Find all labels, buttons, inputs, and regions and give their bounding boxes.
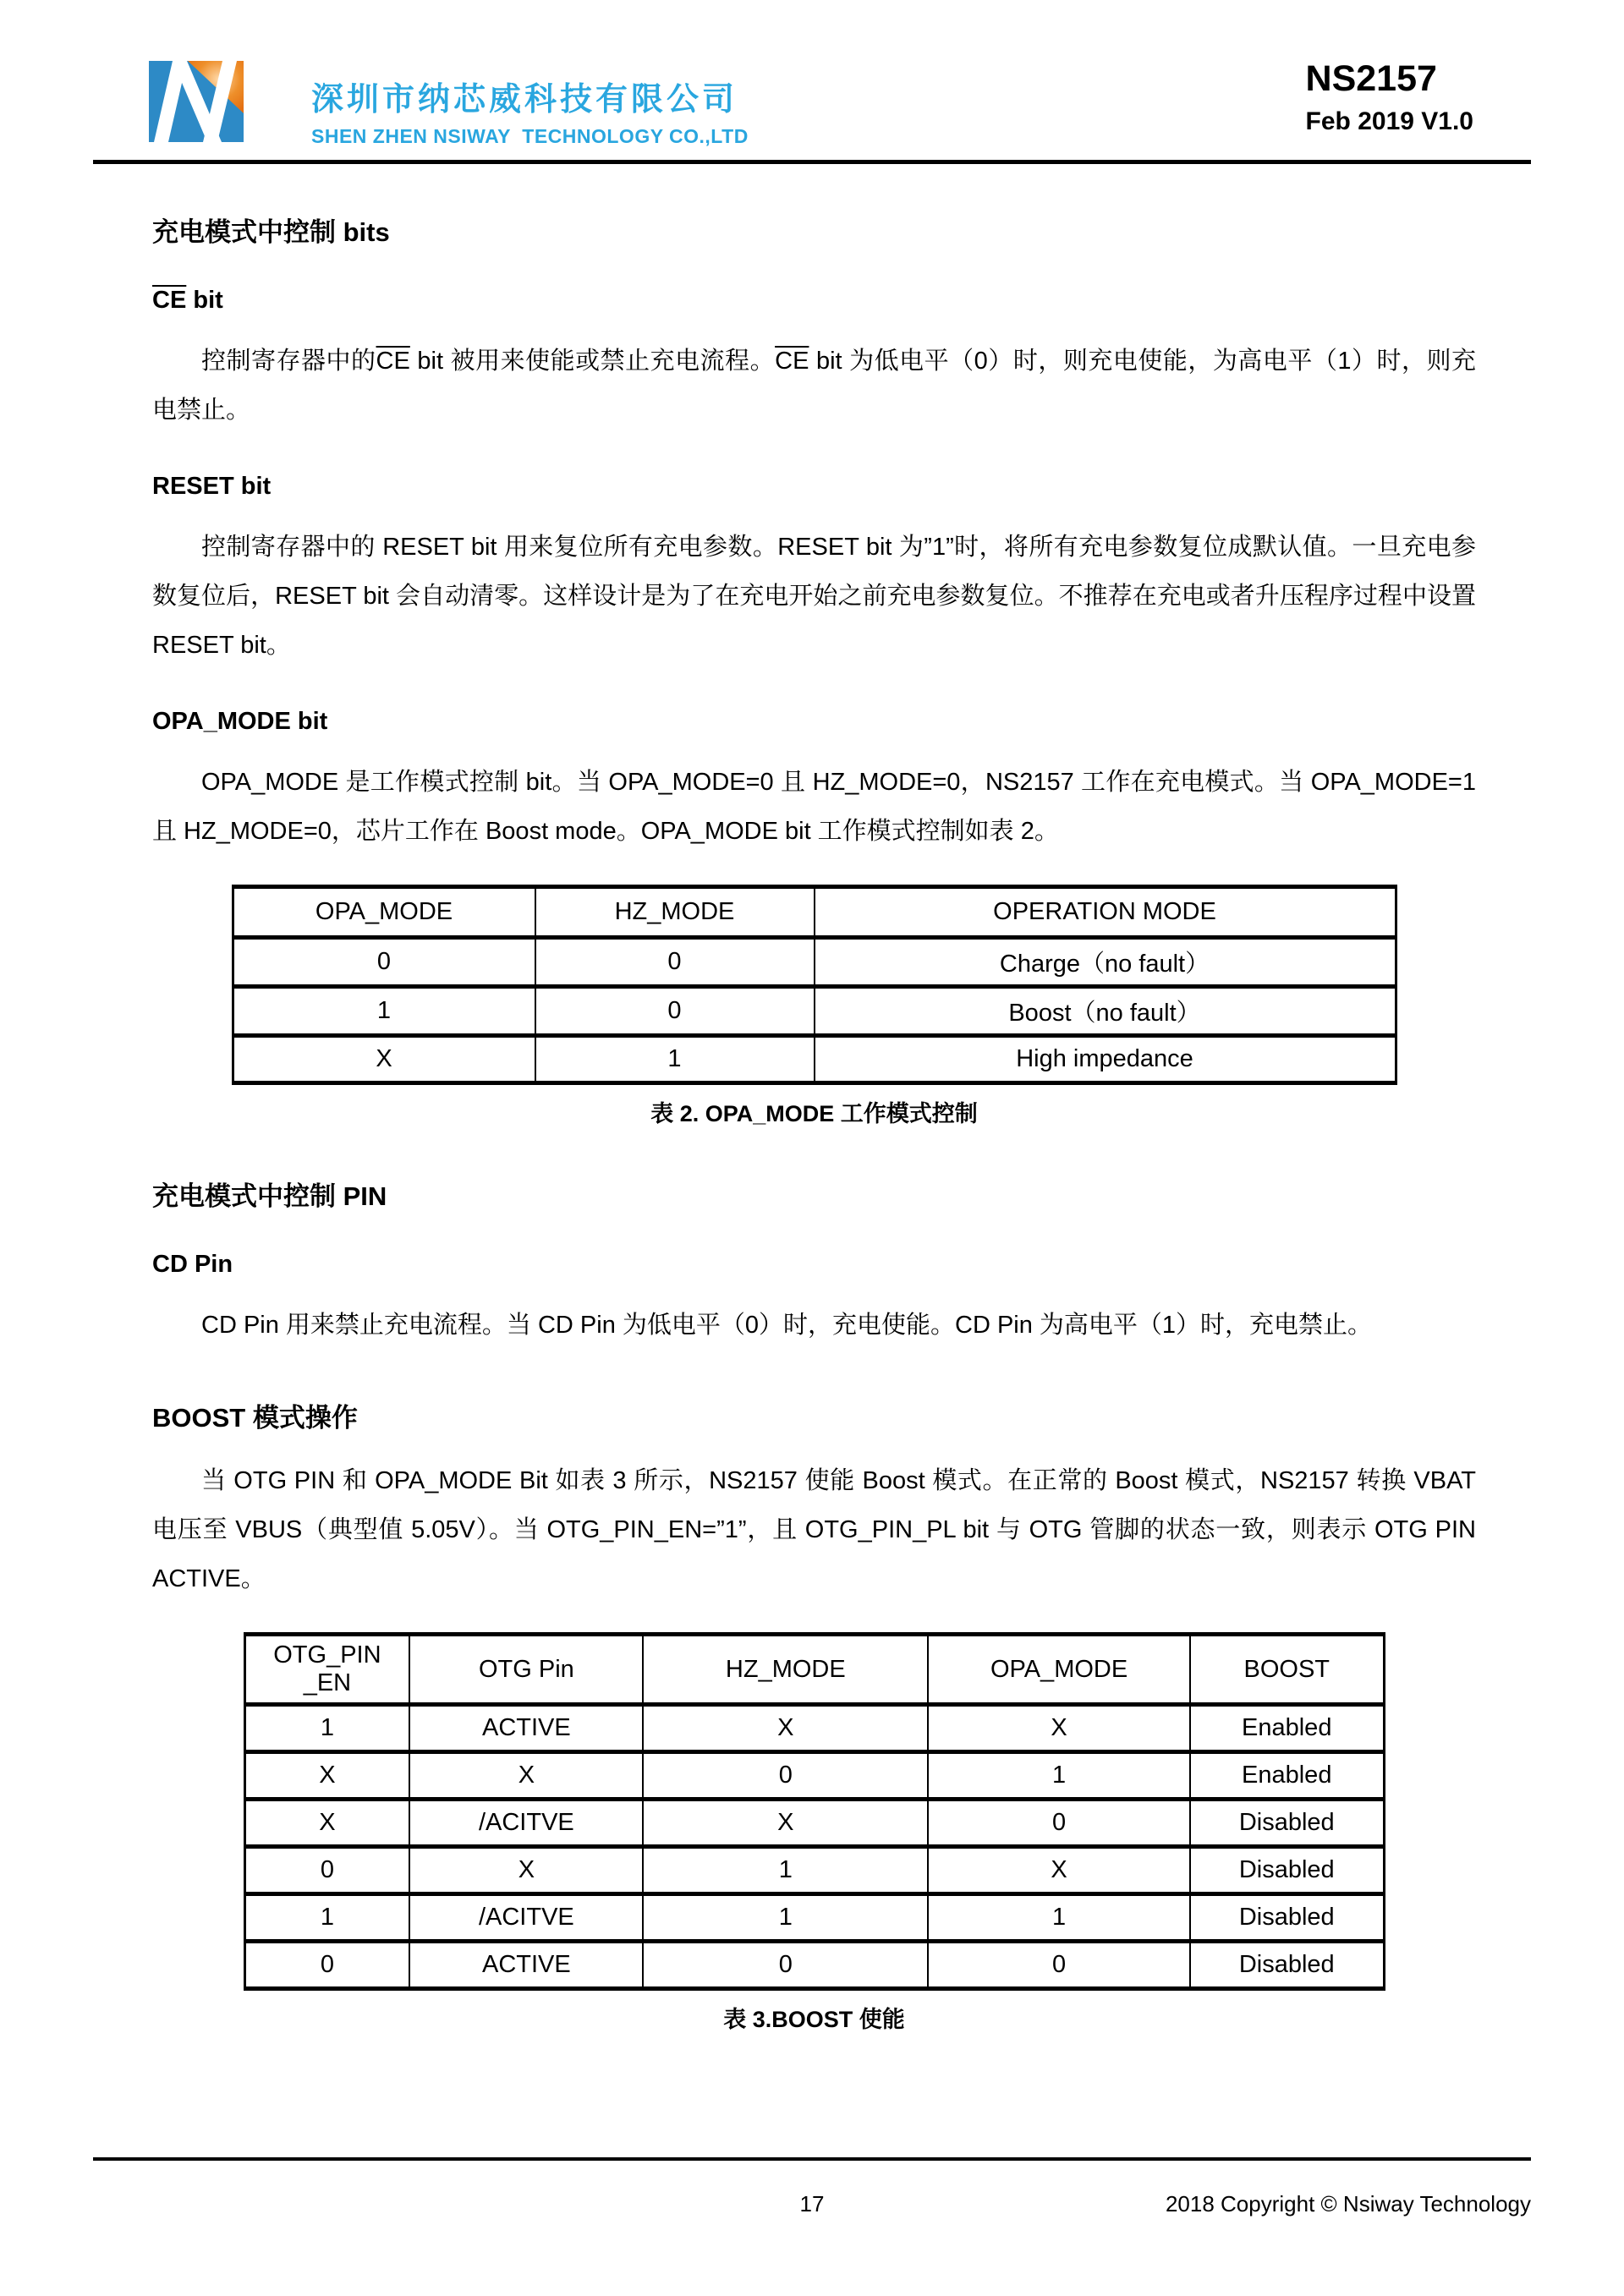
paragraph-opa-mode-bit: OPA_MODE 是工作模式控制 bit。当 OPA_MODE=0 且 HZ_MODE=0，NS2157 工作在充电模式。当 OPA_MODE=1 且 HZ_MODE=0，芯片工作在 Boost mode。OPA_MODE bit 工作模式控制如表 2。: [152, 769, 1476, 845]
table-cell: X: [643, 1800, 928, 1847]
column-header: BOOST: [1190, 1635, 1384, 1705]
subheading-ce-bit: [152, 287, 1476, 315]
table-cell: X: [233, 1036, 535, 1083]
table-cell: 0: [643, 1942, 928, 1989]
document-footer: [0, 2157, 1624, 2296]
section-heading-control-pin: 充电模式中控制 PIN: [152, 1181, 387, 1211]
table-cell: X: [643, 1705, 928, 1752]
section-heading-boost-mode: BOOST 模式操作: [152, 1403, 358, 1433]
company-logo: [149, 61, 244, 146]
table-cell: High impedance: [815, 1036, 1396, 1083]
text-run: 控制寄存器中的: [201, 348, 376, 375]
column-header: OPA_MODE: [233, 887, 535, 938]
subheading-opa-mode-bit: OPA_MODE bit: [152, 708, 328, 735]
column-header: OTG Pin: [409, 1635, 643, 1705]
footer-rule: [93, 2157, 1531, 2161]
column-header: OPA_MODE: [928, 1635, 1190, 1705]
table-cell: X: [928, 1705, 1190, 1752]
table-cell: 1: [233, 987, 535, 1036]
opa-mode-table: [232, 885, 1397, 1085]
table-cell: X: [244, 1752, 409, 1800]
table-cell: 0: [643, 1752, 928, 1800]
table-row: [244, 1752, 1384, 1800]
table-row: [244, 1942, 1384, 1989]
document-header: [93, 0, 1531, 164]
table-cell: Enabled: [1190, 1705, 1384, 1752]
page-number: 17: [799, 2191, 825, 2217]
document-body: [152, 164, 1476, 2034]
table-cell: 1: [643, 1894, 928, 1942]
subheading-cd-pin: CD Pin: [152, 1251, 233, 1278]
table-row: [233, 938, 1396, 987]
revision-date: Feb 2019 V1.0: [1305, 107, 1473, 135]
table-cell: /ACITVE: [409, 1894, 643, 1942]
table-cell: 0: [928, 1942, 1190, 1989]
overlined-text: CE: [152, 287, 187, 314]
overlined-text: $\overline{CE}$: [376, 348, 410, 375]
column-header: HZ_MODE: [535, 887, 815, 938]
text-run: bit 被用来使能或禁止充电流程。: [409, 348, 776, 375]
column-header: OTG_PIN _EN: [244, 1635, 409, 1705]
table-cell: ACTIVE: [409, 1705, 643, 1752]
document-info: [1305, 58, 1473, 136]
paragraph-ce-bit: [152, 337, 1476, 435]
table-cell: Charge（no fault）: [815, 938, 1396, 987]
table-cell: X: [409, 1752, 643, 1800]
table-cell: Disabled: [1190, 1847, 1384, 1894]
table-row: [233, 1036, 1396, 1083]
overlined-text: $\overline{CE}$: [775, 348, 809, 375]
paragraph-boost-mode: 当 OTG PIN 和 OPA_MODE Bit 如表 3 所示，NS2157 使能 Boost 模式。在正常的 Boost 模式，NS2157 转换 VBAT 电压至 VBUS（典型值 5.05V）。当 OTG_PIN_EN=”1”，且 OTG_PIN_PL bit 与 OTG 管脚的状态一致，则表示 OTG PIN ACTIVE。: [152, 1467, 1476, 1592]
table-header-row: [233, 887, 1396, 938]
company-name-en: SHEN ZHEN NSIWAY TECHNOLOGY CO.,LTD: [311, 125, 749, 147]
paragraph-reset-bit: 控制寄存器中的 RESET bit 用来复位所有充电参数。RESET bit 为”1”时，将所有充电参数复位成默认值。一旦充电参数复位后，RESET bit 会自动清零。这样设计是为了在充电开始之前充电参数复位。不推荐在充电或者升压程序过程中设置 RESET bit。: [152, 534, 1476, 659]
table-row: [244, 1894, 1384, 1942]
table-cell: 0: [535, 938, 815, 987]
table-cell: 0: [244, 1847, 409, 1894]
table-header-row: [244, 1635, 1384, 1705]
subheading-reset-bit: RESET bit: [152, 473, 272, 500]
table-cell: Boost（no fault）: [815, 987, 1396, 1036]
table-cell: 1: [928, 1752, 1190, 1800]
nsiway-n-logo-icon: [149, 61, 244, 142]
section-heading-control-bits: 充电模式中控制 bits: [152, 217, 390, 247]
table-cell: Disabled: [1190, 1800, 1384, 1847]
table-cell: 1: [244, 1705, 409, 1752]
copyright-text: 2018 Copyright © Nsiway Technology: [1165, 2191, 1531, 2217]
boost-enable-table: [244, 1632, 1385, 1991]
column-header: HZ_MODE: [643, 1635, 928, 1705]
table-cell: 0: [535, 987, 815, 1036]
table-cell: /ACITVE: [409, 1800, 643, 1847]
text-run: bit: [186, 287, 223, 314]
table2-caption: 表 2. OPA_MODE 工作模式控制: [650, 1101, 978, 1126]
table-cell: X: [409, 1847, 643, 1894]
table-row: [244, 1705, 1384, 1752]
table-cell: 0: [928, 1800, 1190, 1847]
table3-caption: 表 3.BOOST 使能: [723, 2007, 905, 2032]
table-cell: Disabled: [1190, 1894, 1384, 1942]
table-row: [244, 1800, 1384, 1847]
text-run: bit 为低电平（0）时，则充电使能，为高电平（1）时，则充电禁止。: [152, 348, 1476, 424]
table-cell: 1: [535, 1036, 815, 1083]
table-row: [233, 987, 1396, 1036]
table-cell: 1: [643, 1847, 928, 1894]
table-cell: 1: [244, 1894, 409, 1942]
table-cell: 0: [244, 1942, 409, 1989]
column-header: OPERATION MODE: [815, 887, 1396, 938]
paragraph-cd-pin: CD Pin 用来禁止充电流程。当 CD Pin 为低电平（0）时，充电使能。CD Pin 为高电平（1）时，充电禁止。: [201, 1312, 1373, 1339]
part-number: NS2157: [1305, 58, 1437, 99]
table-cell: Disabled: [1190, 1942, 1384, 1989]
table-row: [244, 1847, 1384, 1894]
table-cell: ACTIVE: [409, 1942, 643, 1989]
company-name-block: [311, 61, 749, 148]
table-cell: X: [928, 1847, 1190, 1894]
table-cell: 0: [233, 938, 535, 987]
company-name-cn: 深圳市纳芯威科技有限公司: [311, 82, 738, 118]
table-cell: X: [244, 1800, 409, 1847]
table-cell: 1: [928, 1894, 1190, 1942]
table-cell: Enabled: [1190, 1752, 1384, 1800]
